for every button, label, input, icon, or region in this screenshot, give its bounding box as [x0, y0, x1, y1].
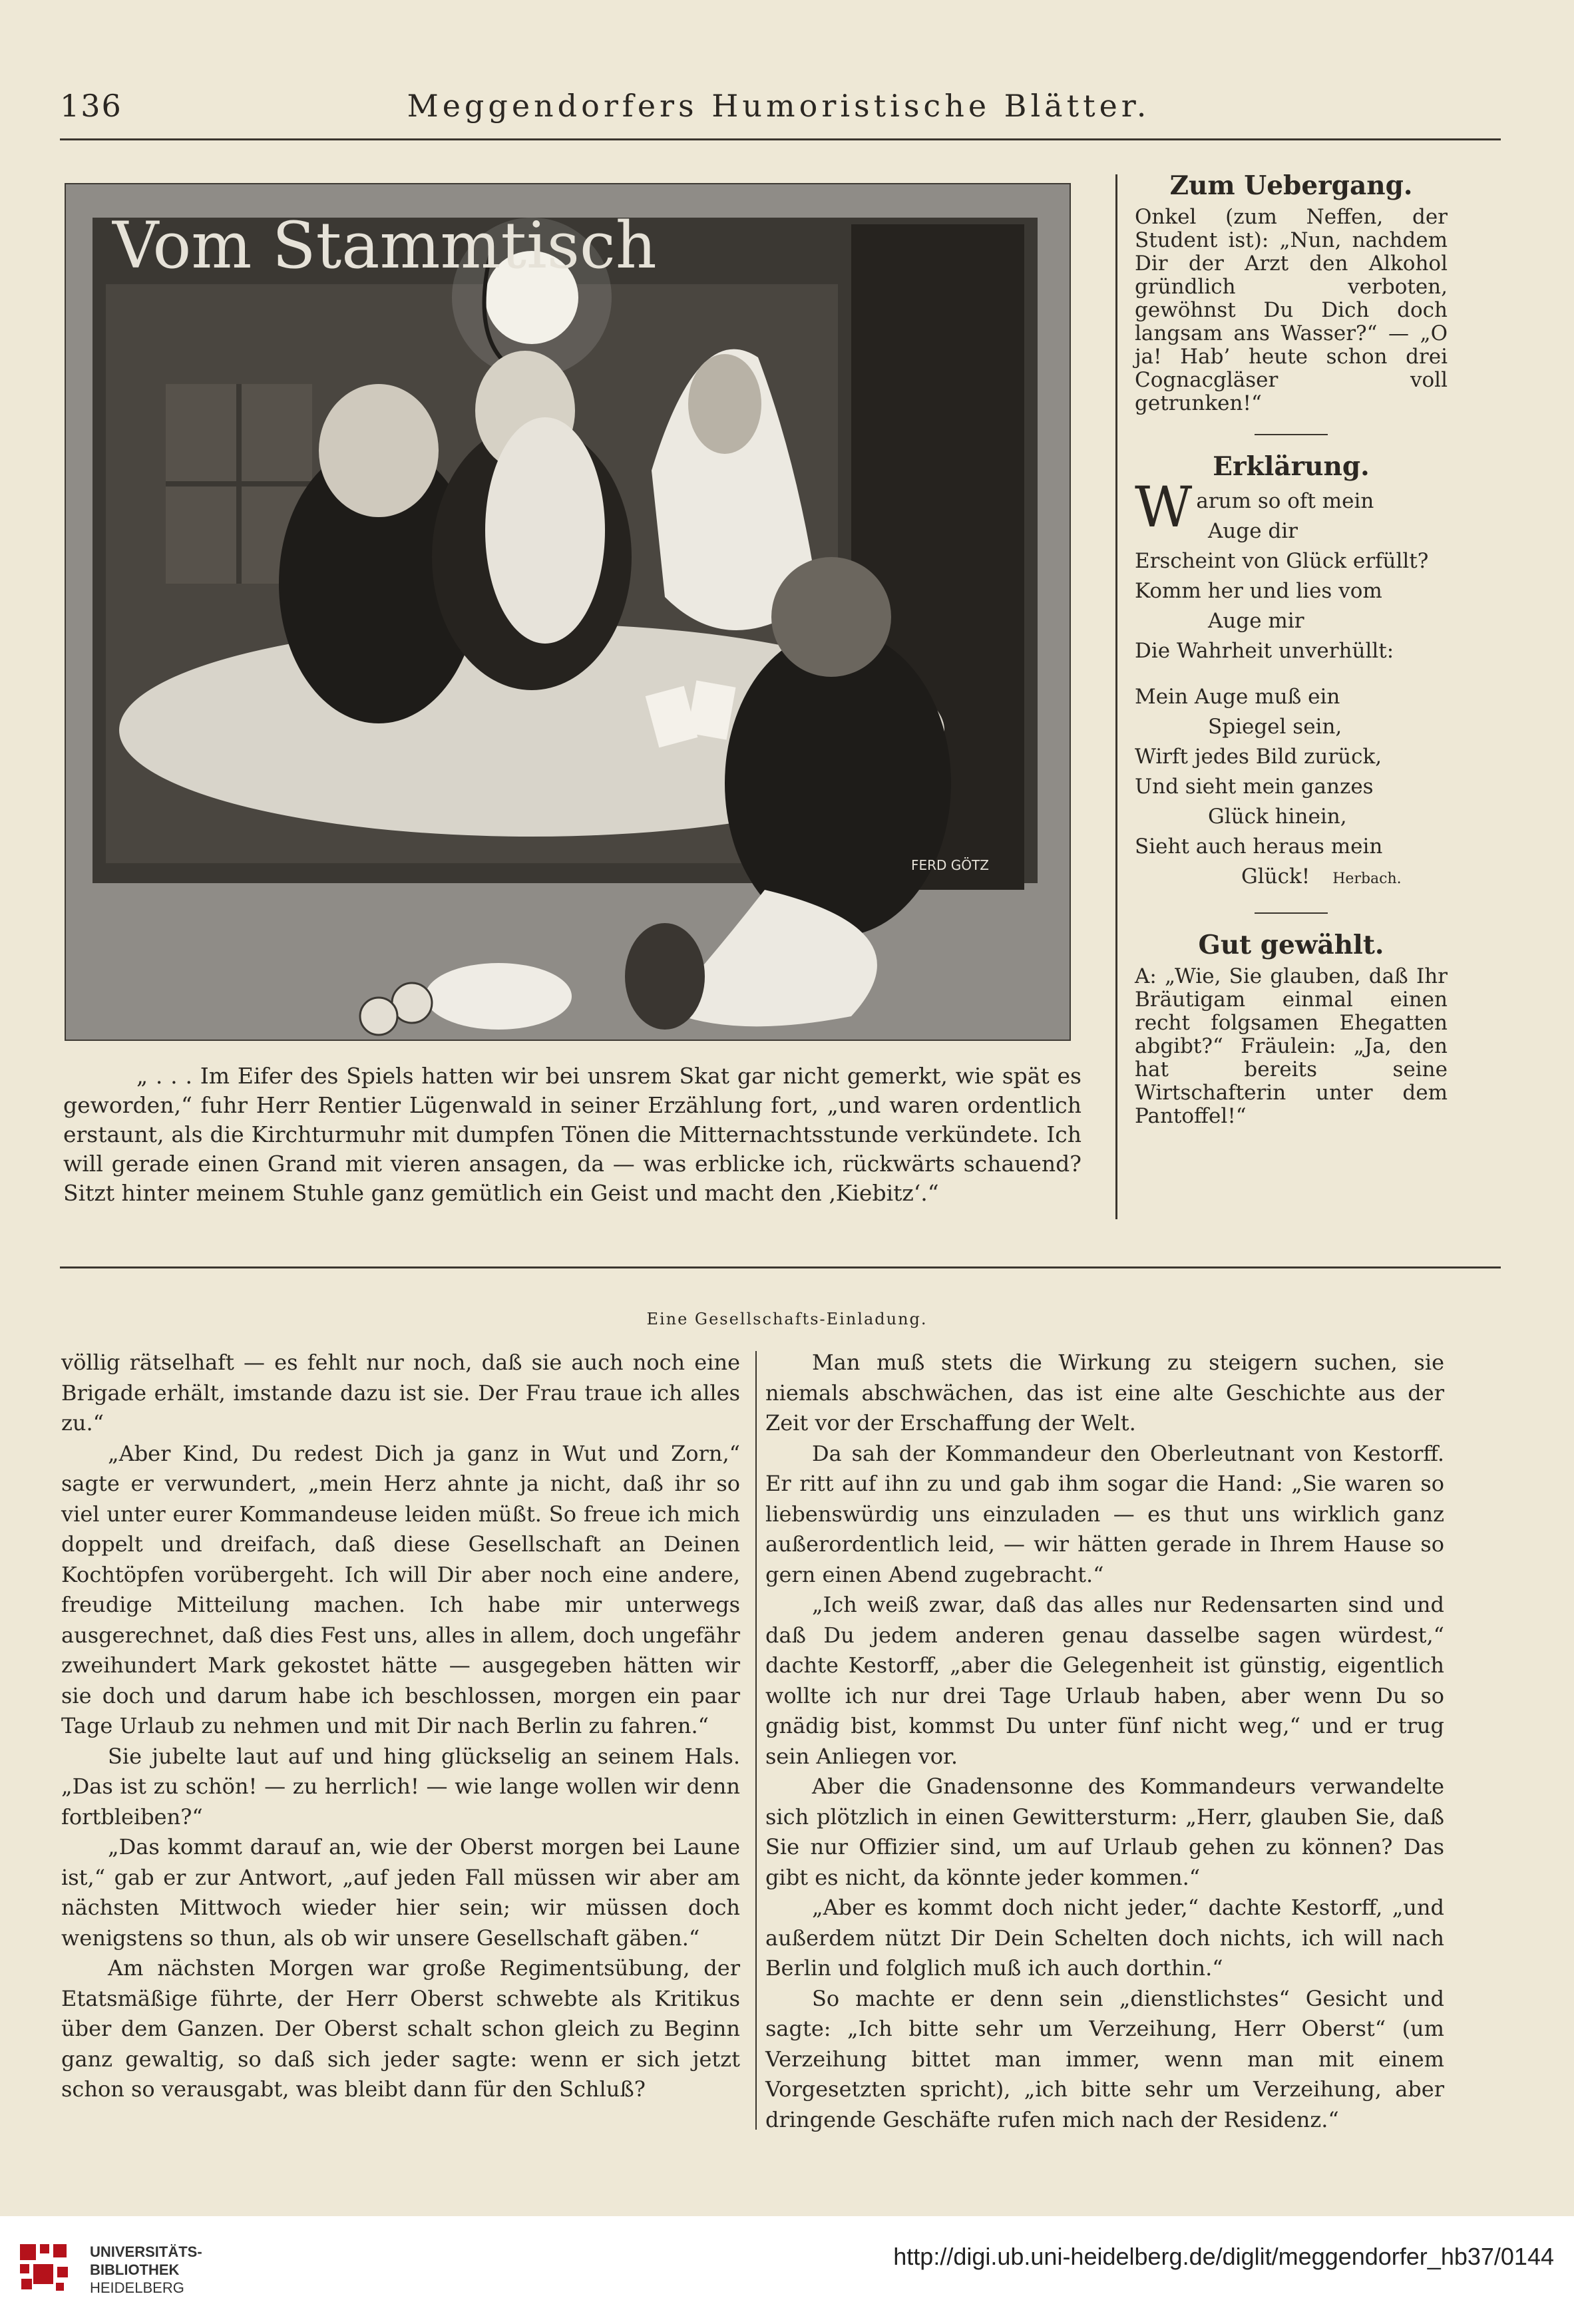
story-column-left: [61, 1348, 740, 2105]
library-line: BIBLIOTHEK: [90, 2261, 180, 2278]
paragraph: „Das kommt darauf an, wie der Oberst morgen bei Laune ist,“ gab er zur Antwort, „auf jeden Fall müssen wir aber am nächsten Mittwoch wieder hier sein; wir müssen doch wenigstens so thun, als ob wir unsere Gesellschaft gäben.“: [61, 1834, 740, 1951]
paragraph: „Aber es kommt doch nicht jeder,“ dachte Kestorff, „und außerdem nützt Dir Dein Schelten doch nichts, ich will nach Berlin und folglich muß ich auch dorthin.“: [765, 1895, 1444, 1981]
cartoon-drawing: [66, 184, 1070, 1040]
poem-line: Die Wahrheit unverhüllt:: [1135, 639, 1394, 663]
sidebar-separator: [1255, 434, 1328, 435]
paragraph: Da sah der Kommandeur den Oberleutnant von Kestorff. Er ritt auf ihn zu und gab ihm sogar die Hand: „Sie waren so liebenswürdig uns einzuladen — es thut uns wirklich ganz außerordentlich leid, — wir hätten gerade in Ihrem Hause so gern einen Abend zugebracht.“: [765, 1440, 1444, 1587]
poem-signature: Herbach.: [1332, 871, 1402, 887]
poem: [1135, 475, 1448, 894]
paragraph: Aber die Gnadensonne des Kommandeurs verwandelte sich plötzlich in einen Gewittersturm: „Herr, glauben Sie, daß Sie nur Offizier sind, um auf Urlaub gehen zu können? Das gibt es nicht, da könnte jeder kommen.“: [765, 1774, 1444, 1890]
running-title: Meggendorfers Humoristische Blätter.: [407, 88, 1151, 124]
library-line: UNIVERSITÄTS-: [90, 2243, 202, 2260]
sidebar-heading-3: Gut gewählt.: [1198, 930, 1384, 960]
paragraph: So machte er denn sein „dienstlichstes“ Gesicht und sagte: „Ich bitte sehr um Verzeihung, Herr Oberst“ (um Verzeihung bittet man immer, wenn man mit einem Vorgesetzten spricht), „ich bitte sehr um Verzeihung, aber dringende Geschäfte rufen mich nach der Residenz.“: [765, 1985, 1444, 2132]
digitization-footer: [0, 2216, 1574, 2324]
sidebar-heading-1: Zum Uebergang.: [1169, 170, 1413, 201]
cartoon-caption: [63, 1062, 1082, 1208]
poem-last-line: [1135, 862, 1448, 894]
paragraph: Am nächsten Morgen war große Regimentsübung, der Etatsmäßige führte, der Herr Oberst schwebte als Kritikus über dem Ganzen. Der Oberst schalt schon gleich zu Beginn ganz gewaltig, so daß sich jeder sagte: wenn er sich jetzt schon so verausgabt, was bleibt dann für den Schluß?: [61, 1955, 740, 2102]
library-line: HEIDELBERG: [90, 2279, 184, 2296]
poem-line: Mein Auge muß ein: [1135, 685, 1340, 709]
column-divider: [755, 1351, 757, 2130]
story-column-right: [765, 1348, 1444, 2135]
story-title: Eine Gesellschafts-Einladung.: [646, 1310, 928, 1328]
section-rule: [60, 1266, 1501, 1268]
poem-dropcap: W: [1135, 475, 1193, 540]
page-number: 136: [60, 88, 122, 124]
poem-line: Und sieht mein ganzes: [1135, 775, 1374, 799]
poem-line: Sieht auch heraus mein: [1135, 835, 1383, 859]
artist-signature: FERD GÖTZ: [911, 857, 989, 873]
cartoon-illustration: [65, 183, 1071, 1041]
paragraph: Sie jubelte laut auf und hing glückselig an seinem Hals. „Das ist zu schön! — zu herrlich! — wie lange wollen wir denn fortbleiben?“: [61, 1743, 740, 1830]
sidebar-divider: [1115, 174, 1117, 1219]
page-header: [60, 88, 1497, 128]
cartoon-title: Vom Stammtisch: [112, 208, 657, 283]
header-rule: [60, 138, 1501, 140]
library-logo-icon: [13, 2237, 73, 2297]
poem-line: Auge dir: [1208, 519, 1298, 543]
paragraph: völlig rätselhaft — es fehlt nur noch, daß sie auch noch eine Brigade erhält, imstande dazu ist sie. Der Frau traue ich alles zu.“: [61, 1350, 740, 1436]
library-name: [90, 2243, 202, 2297]
poem-line: Wirft jedes Bild zurück,: [1135, 745, 1382, 769]
sidebar: [1135, 170, 1448, 1128]
poem-line: Spiegel sein,: [1208, 715, 1342, 739]
paragraph: „Ich weiß zwar, daß das alles nur Redensarten sind und daß Du jedem anderen genau dasselbe sagen würdest,“ dachte Kestorff, „aber die Gelegenheit ist günstig, eigentlich wollte ich nur drei Tage Urlaub haben, aber wenn Du so gnädig bist, kommst Du unter fünf nicht weg,“ und er trug sein Anliegen vor.: [765, 1592, 1444, 1769]
sidebar-text-1: Onkel (zum Neffen, der Student ist): „Nun, nachdem Dir der Arzt den Alkohol gründlich verboten, gewöhnst Du Dich doch langsam ans Wasser?“ — „O ja! Hab’ heute schon drei Cognacgläser voll getrunken!“: [1135, 205, 1448, 415]
poem-line: Auge mir: [1208, 609, 1304, 633]
paragraph: Man muß stets die Wirkung zu steigern suchen, sie niemals abschwächen, das ist eine alte Geschichte aus der Zeit vor der Erschaffung der Welt.: [765, 1350, 1444, 1436]
poem-line: Glück hinein,: [1208, 805, 1347, 829]
poem-line: Komm her und lies vom: [1135, 579, 1382, 603]
sidebar-heading-2: Erklärung.: [1213, 451, 1370, 482]
caption-text: „ . . . Im Eifer des Spiels hatten wir bei unsrem Skat gar nicht gemerkt, wie spät es geworden,“ fuhr Herr Rentier Lügenwald in seiner Erzählung fort, „und waren ordentlich erstaunt, als die Kirchturmuhr mit dumpfen Tönen die Mitternachtsstunde verkündete. Ich will gerade einen Grand mit vieren ansagen, da — was erblicke ich, rückwärts schauend? Sitzt hinter meinem Stuhle ganz gemütlich ein Geist und macht den ‚Kiebitz‘.“: [63, 1063, 1082, 1206]
paragraph: „Aber Kind, Du redest Dich ja ganz in Wut und Zorn,“ sagte er verwundert, „mein Herz ahnte ja nicht, daß ihr so viel unter eurer Kommandeuse leiden müßt. So freue ich mich doppelt und dreifach, daß diese Gesellschaft an Deinen Kochtöpfen vorübergeht. Ich will Dir aber noch eine andere, freudige Mitteilung machen. Ich habe mir unterwegs ausgerechnet, daß dies Fest uns, alles in allem, doch ungefähr zweihundert Mark gekostet hätte — ausgegeben hätten wir sie doch und darum habe ich beschlossen, morgen ein paar Tage Urlaub zu nehmen und mit Dir nach Berlin zu fahren.“: [61, 1440, 740, 1738]
poem-line: Glück!: [1241, 865, 1310, 888]
sidebar-separator: [1255, 912, 1328, 914]
sidebar-text-3: A: „Wie, Sie glauben, daß Ihr Bräutigam einmal einen recht folgsamen Ehegatten abgibt?“ Fräulein: „Ja, den hat bereits seine Wirtschafterin unter dem Pantoffel!“: [1135, 964, 1448, 1128]
source-url[interactable]: http://digi.ub.uni-heidelberg.de/diglit/meggendorfer_hb37/0144: [893, 2243, 1554, 2270]
poem-line: arum so oft mein: [1196, 489, 1374, 513]
poem-line: Erscheint von Glück erfüllt?: [1135, 549, 1429, 573]
